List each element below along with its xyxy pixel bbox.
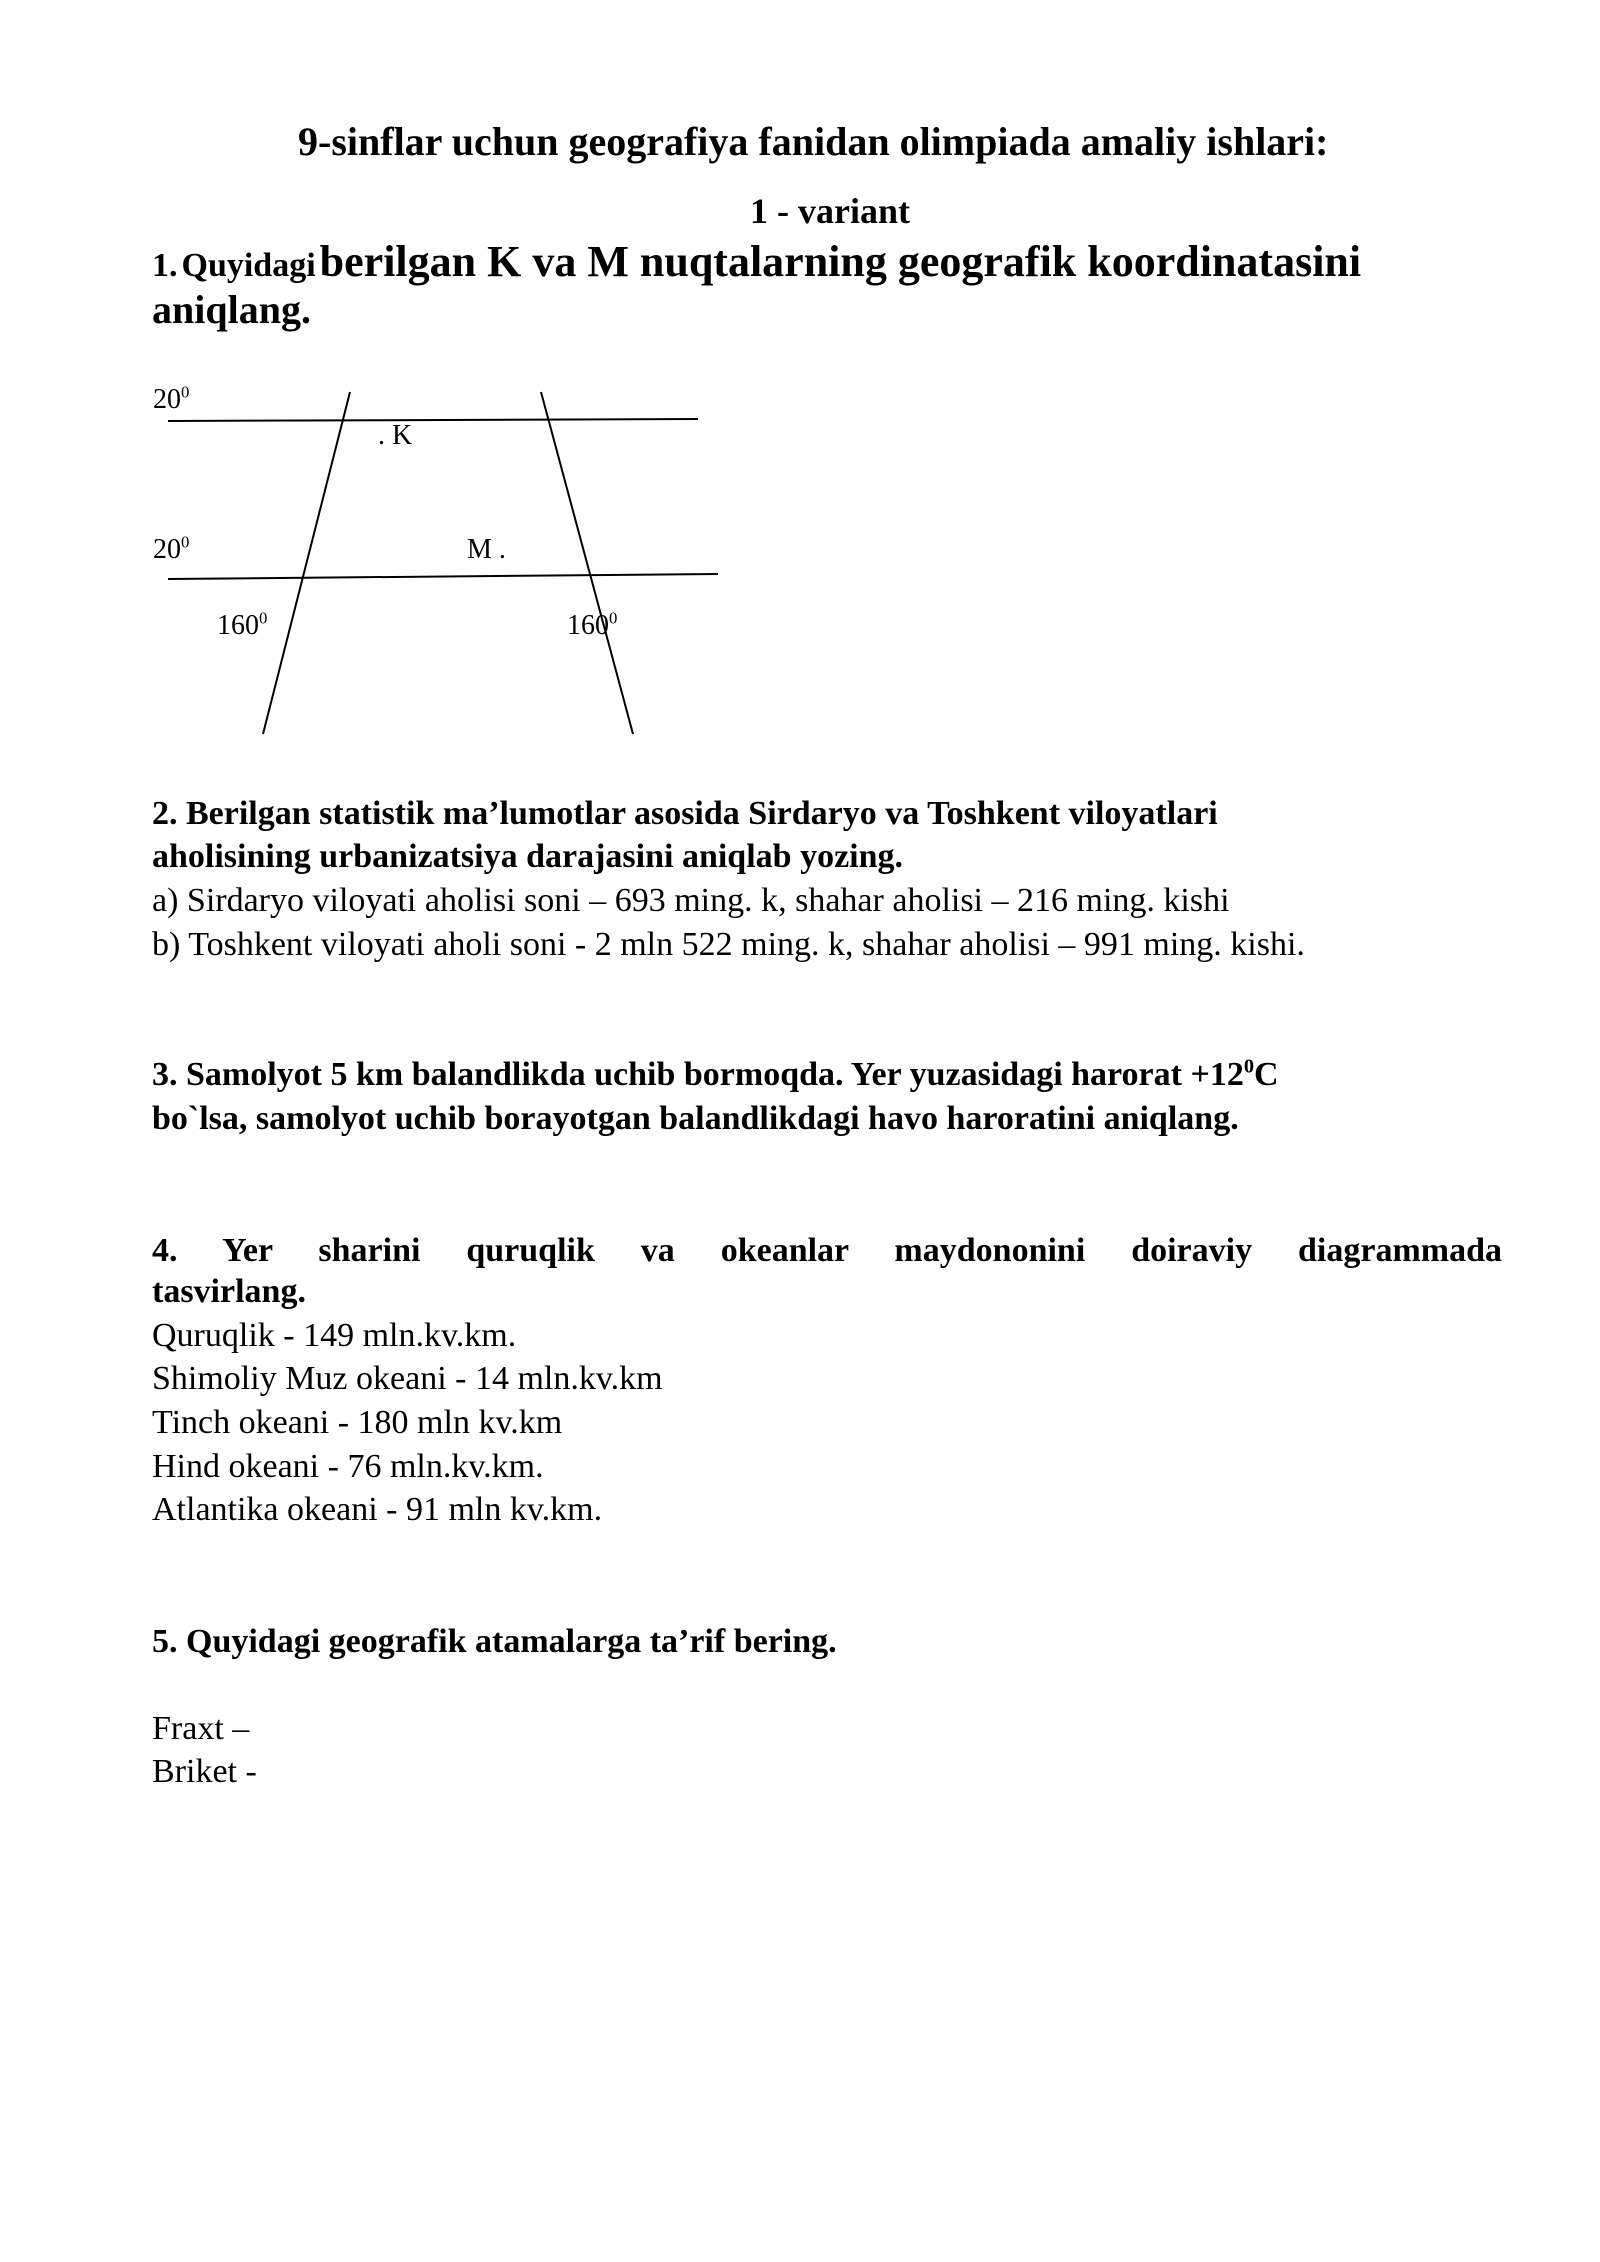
latitude-label-bottom: $20^0$ <box>153 532 190 565</box>
q1-text-line2: aniqlang. <box>152 287 311 332</box>
q4-item: Atlantika okeani - 91 mln kv.km. <box>152 1491 603 1528</box>
longitude-label-right: $160^0$ <box>567 608 618 641</box>
q5-term: Fraxt – <box>152 1710 250 1747</box>
q3-line1: 3. Samolyot 5 km balandlikda uchib bormoqda. Yer yuzasidagi harorat $+12^0C$ <box>152 1055 1279 1093</box>
q1-number: 1. <box>152 247 178 284</box>
page-title: 9-sinflar uchun geografiya fanidan olimpiada amaliy ishlari: <box>298 119 1329 164</box>
q3-line2: bo`lsa, samolyot uchib borayotgan balandlikdagi havo haroratini aniqlang. <box>152 1100 1239 1137</box>
variant-label: 1 - variant <box>750 191 910 231</box>
q4-item: Hind okeani - 76 mln.kv.km. <box>152 1448 544 1485</box>
q1-lead: Quyidagi <box>181 247 316 284</box>
longitude-label-left: $160^0$ <box>217 608 268 641</box>
q4-line2: tasvirlang. <box>152 1273 306 1310</box>
q2-item-a: a) Sirdaryo viloyati aholisi soni – 693 ming. k, shahar aholisi – 216 ming. kishi <box>152 882 1230 919</box>
q5-term: Briket - <box>152 1753 257 1790</box>
coordinate-grid-diagram <box>0 0 1600 760</box>
q4-item: Tinch okeani - 180 mln kv.km <box>152 1404 563 1441</box>
parallel-line-bottom <box>168 574 718 579</box>
q2-item-b: b) Toshkent viloyati aholi soni - 2 mln 522 ming. k, shahar aholisi – 991 ming. kishi. <box>152 926 1305 963</box>
point-k-label: . K <box>378 420 413 451</box>
latitude-label-top: $20^0$ <box>153 382 190 415</box>
parallel-line-top <box>168 419 698 421</box>
q5-line1: 5. Quyidagi geografik atamalarga ta’rif bering. <box>152 1623 837 1660</box>
q2-line1: 2. Berilgan statistik ma’lumotlar asosida Sirdaryo va Toshkent viloyatlari <box>152 795 1218 832</box>
q1-text: berilgan K va M nuqtalarning geografik koordinatasini <box>319 237 1362 286</box>
meridian-line-right <box>541 392 633 734</box>
q4-item: Shimoliy Muz okeani - 14 mln.kv.km <box>152 1360 663 1397</box>
q4-item: Quruqlik - 149 mln.kv.km. <box>152 1317 517 1354</box>
meridian-line-left <box>263 392 350 734</box>
point-m-label: M . <box>467 534 506 565</box>
q4-line1: 4. Yer sharini quruqlik va okeanlar maydononini doiraviy diagrammada <box>152 1232 1502 1269</box>
q2-line2: aholisining urbanizatsiya darajasini aniqlab yozing. <box>152 838 904 875</box>
